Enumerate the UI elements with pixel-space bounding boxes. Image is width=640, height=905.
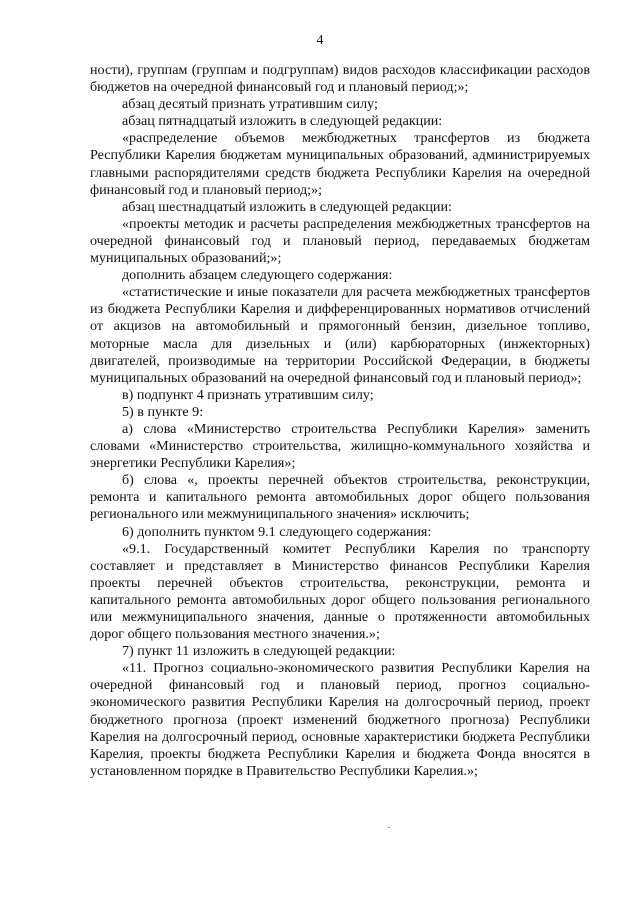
paragraph: абзац шестнадцатый изложить в следующей редакции: — [122, 198, 452, 215]
scan-speck — [388, 827, 390, 828]
paragraph: «11. Прогноз социально-экономического развития Республики Карелия на очередной финансовый год и плановый период, прогноз социально-экономического развития Республики Карелия на долгосрочный период, проект бюджетного прогноза (проект изменений бюджетного прогноза) Республики Карелия на долгосрочный период, основные характеристики бюджета Республики Карелия, проекты бюджета Республики Карелия и бюджета Фонда вносятся в установленном порядке в Правительство Республики Карелия.»; — [90, 660, 590, 779]
paragraph: «распределение объемов межбюджетных трансфертов из бюджета Республики Карелия бюджетам муниципальных образований, администрируемых главными распорядителями средств бюджета Республики Карелия на очередной финансовый год и плановый период;»; — [90, 130, 590, 198]
paragraph: 7) пункт 11 изложить в следующей редакции: — [122, 643, 396, 660]
paragraph: абзац десятый признать утратившим силу; — [122, 96, 378, 113]
paragraph: «9.1. Государственный комитет Республики Карелия по транспорту составляет и представляет в Министерство финансов Республики Карелия проекты перечней объектов строительства, реконструкции, ремонта и капитального ремонта автомобильных дорог общего пользования регионального или межмуниципального значения, данные о протяженности автомобильных дорог общего пользования местного значения.»; — [90, 540, 590, 643]
paragraph: а) слова «Министерство строительства Республики Карелия» заменить словами «Министерство строительства, жилищно-коммунального хозяйства и энергетики Республики Карелия»; — [90, 420, 590, 472]
paragraph: в) подпункт 4 признать утратившим силу; — [122, 386, 374, 403]
paragraph: 5) в пункте 9: — [122, 403, 204, 420]
paragraph-continuation: ности), группам (группам и подгруппам) видов расходов классификации расходов бюджетов на очередной финансовый год и плановый период;»; — [90, 62, 590, 96]
paragraph: дополнить абзацем следующего содержания: — [122, 267, 393, 284]
paragraph: б) слова «, проекты перечней объектов строительства, реконструкции, ремонта и капитального ремонта автомобильных дорог общего пользования регионального или межмуниципального значения» исключить; — [90, 472, 590, 523]
paragraph: «проекты методик и расчеты распределения межбюджетных трансфертов на очередной финансовый год и плановый период, передаваемых бюджетам муниципальных образований;»; — [90, 215, 590, 267]
document-body — [90, 62, 590, 780]
paragraph: «статистические и иные показатели для расчета межбюджетных трансфертов из бюджета Республики Карелия и дифференцированных нормативов отчислений от акцизов на автомобильный и прямогонный бензин, дизельное топливо, моторные масла для дизельных и (или) карбюраторных (инжекторных) двигателей, производимые на территории Российской Федерации, в бюджеты муниципальных образований на очередной финансовый год и плановый период»; — [90, 284, 590, 386]
paragraph: абзац пятнадцатый изложить в следующей редакции: — [122, 113, 443, 130]
paragraph: 6) дополнить пунктом 9.1 следующего содержания: — [122, 523, 432, 540]
page-number: 4 — [316, 33, 324, 48]
